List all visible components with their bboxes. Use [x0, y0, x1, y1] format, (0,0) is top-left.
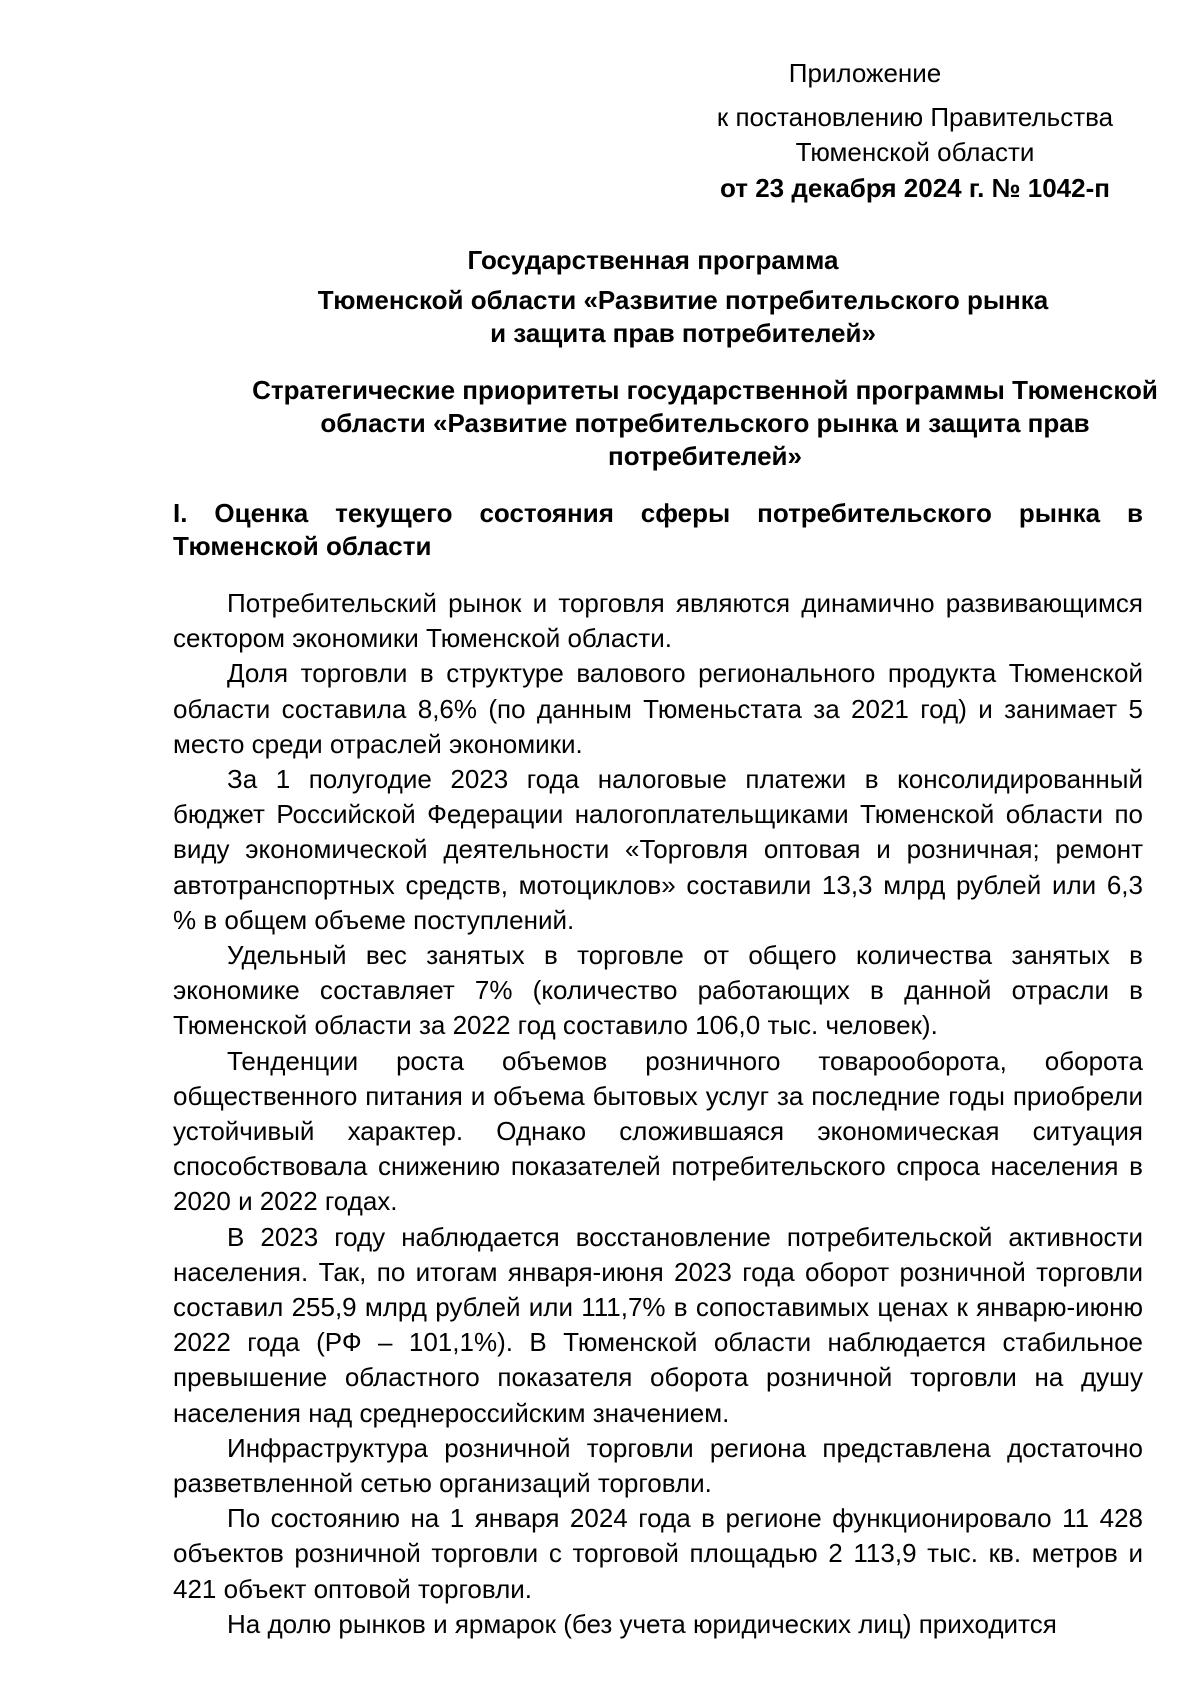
paragraph: На долю рынков и ярмарок (без учета юридических лиц) приходится [227, 1608, 1057, 1639]
paragraph: Потребительский рынок и торговля являются динамично развивающимся сектором экономики Тюменской области. [173, 588, 1143, 654]
program-name-line-1: Тюменской области «Развитие потребительского рынка [317, 285, 1049, 315]
paragraph: Доля торговли в структуре валового регионального продукта Тюменской области составила 8,6% (по данным Тюменьстата за 2021 год) и занимает 5 место среди отраслей экономики. [173, 658, 1143, 759]
paragraph: По состоянию на 1 января 2024 года в регионе функционировало 11 428 объектов розничной торговли с торговой площадью 2 113,9 тыс. кв. метров и 421 объект оптовой торговли. [173, 1503, 1143, 1604]
paragraph: Инфраструктура розничной торговли региона представлена достаточно разветвленной сетью организаций торговли. [173, 1432, 1143, 1499]
appendix-reference [705, 100, 1125, 170]
priorities-line-1: Стратегические приоритеты государственной программы Тюменской [252, 375, 1158, 405]
section-body [173, 586, 1143, 1642]
paragraph: Тенденции роста объемов розничного товарооборота, оборота общественного питания и объема бытовых услуг за последние годы приобрели устойчивый характер. Однако сложившаяся экономическая ситуация способствовала снижению показателей потребительского спроса населения в 2020 и 2022 годах. [173, 1045, 1143, 1217]
priorities-line-3: потребителей» [608, 441, 802, 471]
program-name-line-2: и защита прав потребителей» [490, 318, 876, 348]
appendix-title: Приложение [788, 58, 942, 88]
priorities-line-2: области «Развитие потребительского рынка и защита прав [320, 408, 1090, 438]
program-name [173, 284, 1193, 350]
strategic-priorities-heading [225, 374, 1185, 473]
paragraph: Удельный вес занятых в торговле от общего количества занятых в экономике составляет 7% (количество работающих в данной отрасли в Тюменской области за 2022 год составило 106,0 тыс. человек). [173, 940, 1143, 1041]
program-title: Государственная программа [467, 245, 839, 275]
appendix-date: от 23 декабря 2024 г. № 1042-п [720, 173, 1110, 203]
appendix-reference-line-1: к постановлению Правительства [716, 102, 1114, 132]
paragraph: За 1 полугодие 2023 года налоговые платежи в консолидированный бюджет Российской Федерации налогоплательщиками Тюменской области по виду экономической деятельности «Торговля оптовая и розничная; ремонт автотранспортных средств, мотоциклов» составили 13,3 млрд рублей или 6,3 % в общем объеме поступлений. [173, 764, 1143, 935]
section-heading: I. Оценка текущего состояния сферы потребительского рынка в Тюменской области [173, 498, 1143, 561]
appendix-reference-line-2: Тюменской области [795, 137, 1035, 167]
paragraph: В 2023 году наблюдается восстановление потребительской активности населения. Так, по итогам января-июня 2023 года оборот розничной торговли составил 255,9 млрд рублей или 111,7% в сопоставимых ценах к январю-июню 2022 года (РФ – 101,1%). В Тюменской области наблюдается стабильное превышение областного показателя оборота розничной торговли на душу населения над среднероссийским значением. [173, 1221, 1143, 1428]
